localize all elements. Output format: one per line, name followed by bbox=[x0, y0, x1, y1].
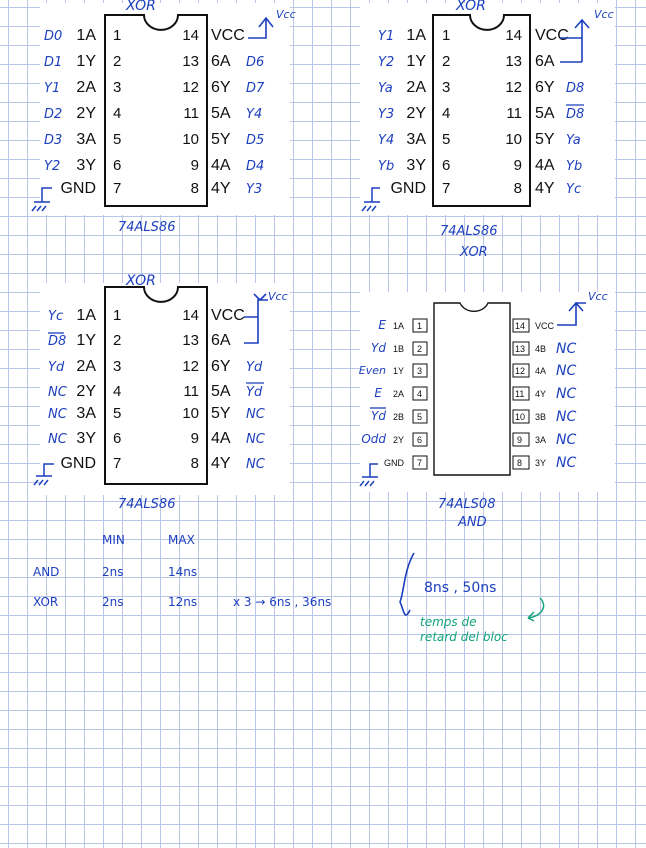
chip-4-pin-7-name: GND bbox=[384, 458, 404, 468]
chip-1-pin-12-name: 6Y bbox=[211, 79, 231, 96]
timing-note-line-1: temps de bbox=[420, 615, 477, 629]
chip-4-pin-5-num: 5 bbox=[417, 412, 423, 422]
chip-4-pin-9-name: 3A bbox=[535, 435, 547, 445]
chip-1-pin-3-name: 2A bbox=[76, 79, 96, 96]
chip-4-pin-5-name: 2B bbox=[392, 412, 404, 422]
chip-4-pin-13-name: 4B bbox=[535, 344, 547, 354]
chip-1-pin-14-name: VCC bbox=[211, 27, 245, 44]
chip-4-pin-10-num: 10 bbox=[515, 412, 526, 422]
chip-1-signal-pin-13: D6 bbox=[246, 55, 265, 70]
chip-2-pin-1-num: 1 bbox=[442, 27, 451, 44]
chip-4-pin-8-num: 8 bbox=[517, 458, 523, 468]
timing-row-and-max: 14ns bbox=[168, 565, 198, 579]
chip-3-pin-1-name: 1A bbox=[76, 307, 96, 324]
chip-4-pin-3-num: 3 bbox=[417, 366, 423, 376]
chip-2-vcc-note: Vcc bbox=[594, 8, 614, 21]
chip-3-pin-10-name: 5Y bbox=[211, 405, 231, 422]
chip-3-signal-pin-3: Yd bbox=[48, 360, 65, 375]
chip-1-pin-3-num: 3 bbox=[113, 79, 122, 96]
chip-1-pin-6-num: 6 bbox=[113, 157, 122, 174]
chip-1-pin-8-name: 4Y bbox=[211, 180, 231, 197]
chip-1-pin-13-name: 6A bbox=[211, 53, 231, 70]
chip-3-signal-pin-11: Yd bbox=[246, 385, 263, 400]
chip-2-signal-pin-9: Yb bbox=[566, 159, 583, 174]
chip-4-pin-6-num: 6 bbox=[417, 435, 423, 445]
chip-3-signal-pin-5: NC bbox=[48, 407, 67, 422]
chip-3-pin-6-name: 3Y bbox=[76, 430, 96, 447]
chip-3-pin-10-num: 10 bbox=[182, 405, 199, 422]
chip-2-signal-pin-8: Yc bbox=[566, 182, 582, 197]
chip-1-pin-10-num: 10 bbox=[182, 131, 199, 148]
chip-2-pin-3-num: 3 bbox=[442, 79, 451, 96]
chip-4-pin-12-name: 4A bbox=[535, 366, 547, 376]
timing-row-and-min: 2ns bbox=[102, 565, 124, 579]
chip-2-pin-12-name: 6Y bbox=[535, 79, 555, 96]
chip-4-pin-9-num: 9 bbox=[517, 435, 523, 445]
chip-4-pin-6-name: 2Y bbox=[392, 435, 404, 445]
chip-4-vcc-note: Vcc bbox=[588, 290, 608, 303]
chip-2-signal-pin-6: Yb bbox=[378, 159, 395, 174]
chip-2-pin-10-name: 5Y bbox=[535, 131, 555, 148]
chip-2-pin-13-name: 6A bbox=[535, 53, 555, 70]
chip-4-signal-pin-8: NC bbox=[556, 455, 577, 471]
chip-4-signal-pin-3: Even bbox=[358, 364, 386, 377]
chip-4-pin-8-name: 3Y bbox=[535, 458, 547, 468]
chip-3-pin-4-num: 4 bbox=[113, 383, 122, 400]
chip-2-pin-2-num: 2 bbox=[442, 53, 451, 70]
chip-1-signal-pin-1: D0 bbox=[44, 29, 63, 44]
chip-1-header: XOR bbox=[126, 0, 156, 14]
chip-4-signal-pin-5: Yd bbox=[371, 409, 386, 423]
chip-3-pin-14-name: VCC bbox=[211, 307, 245, 324]
chip-1-pin-9-num: 9 bbox=[190, 157, 199, 174]
chip-3-vcc-note: Vcc bbox=[268, 290, 288, 303]
chip-4-signal-pin-12: NC bbox=[556, 363, 577, 379]
chip-2-part: 74ALS86 bbox=[440, 224, 498, 239]
chip-4-pin-4-num: 4 bbox=[417, 389, 423, 399]
chip-1-pin-7-name: GND bbox=[60, 180, 96, 197]
chip-3-pin-13-num: 13 bbox=[182, 332, 199, 349]
timing-total: 8ns , 50ns bbox=[424, 580, 497, 596]
chip-2-signal-pin-10: Ya bbox=[566, 133, 581, 148]
chip-2-signal-pin-12: D8 bbox=[566, 81, 585, 96]
chip-2-pin-10-num: 10 bbox=[505, 131, 522, 148]
chip-3-signal-pin-2: D8 bbox=[48, 334, 67, 349]
chip-4-pin-3-name: 1Y bbox=[392, 366, 404, 376]
chip-2-header: XOR bbox=[456, 0, 486, 14]
chip-4-pin-14-name: VCC bbox=[535, 321, 555, 331]
chip-2-signal-pin-11: D8 bbox=[566, 107, 585, 122]
chip-3-pin-3-name: 2A bbox=[76, 358, 96, 375]
chip-3-header: XOR bbox=[126, 273, 156, 289]
chip-1-pin-4-name: 2Y bbox=[76, 105, 96, 122]
chip-4-footer: AND bbox=[458, 515, 487, 530]
chip-1-pin-11-name: 5A bbox=[211, 105, 231, 122]
chip-3-pin-2-name: 1Y bbox=[76, 332, 96, 349]
chip-1-signal-pin-9: D4 bbox=[246, 159, 265, 174]
chip-4-pin-7-num: 7 bbox=[417, 458, 423, 468]
chip-2-pin-2-name: 1Y bbox=[406, 53, 426, 70]
chip-1-signal-pin-6: Y2 bbox=[44, 159, 61, 174]
chip-2-pin-9-name: 4A bbox=[535, 157, 555, 174]
chip-3-pin-13-name: 6A bbox=[211, 332, 231, 349]
chip-1-pin-11-num: 11 bbox=[183, 105, 199, 122]
chip-1-signal-pin-8: Y3 bbox=[246, 182, 263, 197]
chip-3-pin-2-num: 2 bbox=[113, 332, 122, 349]
chip-2-signal-pin-1: Y1 bbox=[378, 29, 395, 44]
chip-4-signal-pin-6: Odd bbox=[361, 432, 386, 446]
chip-3-pin-7-name: GND bbox=[60, 455, 96, 472]
chip-3-pin-5-name: 3A bbox=[76, 405, 96, 422]
chip-1-signal-pin-5: D3 bbox=[44, 133, 63, 148]
chip-4-pin-1-num: 1 bbox=[417, 321, 423, 331]
chip-1-signal-pin-3: Y1 bbox=[44, 81, 61, 96]
chip-3-pin-4-name: 2Y bbox=[76, 383, 96, 400]
chip-2-signal-pin-4: Y3 bbox=[378, 107, 395, 122]
chip-2-pin-12-num: 12 bbox=[505, 79, 522, 96]
chip-2-pin-5-name: 3A bbox=[406, 131, 426, 148]
chip-2-pin-4-num: 4 bbox=[442, 105, 451, 122]
chip-1-pin-1-num: 1 bbox=[113, 27, 122, 44]
chip-2-signal-pin-5: Y4 bbox=[378, 133, 395, 148]
chip-2-pin-7-name: GND bbox=[390, 180, 426, 197]
timing-row-xor-gate: XOR bbox=[33, 595, 59, 609]
chip-2-pin-14-num: 14 bbox=[505, 27, 522, 44]
timing-note-arrow bbox=[528, 598, 544, 621]
chip-2-pin-11-num: 11 bbox=[506, 105, 522, 122]
chip-1-pin-7-num: 7 bbox=[113, 180, 122, 197]
chip-4-signal-pin-13: NC bbox=[556, 341, 577, 357]
chip-2-pin-8-num: 8 bbox=[513, 180, 522, 197]
chip-3-signal-pin-1: Yc bbox=[48, 309, 64, 324]
chip-3-pin-11-name: 5A bbox=[211, 383, 231, 400]
chip-3-pin-11-num: 11 bbox=[183, 383, 199, 400]
chip-4-pin-2-num: 2 bbox=[417, 344, 423, 354]
chip-4-pin-2-name: 1B bbox=[392, 344, 404, 354]
chip-4-pin-11-num: 11 bbox=[515, 389, 525, 399]
chip-1-signal-pin-2: D1 bbox=[44, 55, 63, 70]
chip-3-pin-7-num: 7 bbox=[113, 455, 122, 472]
chip-3-signal-pin-4: NC bbox=[48, 385, 67, 400]
chip-4-signal-pin-1: E bbox=[378, 318, 386, 332]
timing-brace bbox=[400, 553, 414, 615]
timing-col-min: MIN bbox=[102, 533, 125, 547]
chip-3-pin-9-name: 4A bbox=[211, 430, 231, 447]
chip-1-part: 74ALS86 bbox=[118, 220, 176, 235]
chip-1-pin-13-num: 13 bbox=[182, 53, 199, 70]
timing-col-max: MAX bbox=[168, 533, 195, 547]
chip-3-pin-8-num: 8 bbox=[190, 455, 199, 472]
chip-2-pin-13-num: 13 bbox=[505, 53, 522, 70]
chip-2-pin-5-num: 5 bbox=[442, 131, 451, 148]
chip-1-pin-4-num: 4 bbox=[113, 105, 122, 122]
chip-2-pin-7-num: 7 bbox=[442, 180, 451, 197]
chip-1-pin-9-name: 4A bbox=[211, 157, 231, 174]
chip-1-vcc-note: Vcc bbox=[276, 8, 296, 21]
chip-3-signal-pin-8: NC bbox=[246, 457, 265, 472]
chip-3-pin-9-num: 9 bbox=[190, 430, 199, 447]
timing-xor-calculation: x 3 → 6ns , 36ns bbox=[233, 595, 332, 609]
chip-3-signal-pin-6: NC bbox=[48, 432, 67, 447]
chip-2-pin-6-num: 6 bbox=[442, 157, 451, 174]
chip-4-pin-1-name: 1A bbox=[392, 321, 404, 331]
chip-1-pin-2-name: 1Y bbox=[76, 53, 96, 70]
chip-4-pin-14-num: 14 bbox=[515, 321, 526, 331]
chip-2-pin-11-name: 5A bbox=[535, 105, 555, 122]
chip-1-signal-pin-12: D7 bbox=[246, 81, 265, 96]
chip-4-signal-pin-2: Yd bbox=[371, 341, 386, 355]
chip-4-signal-pin-10: NC bbox=[556, 409, 577, 425]
chip-1-pin-5-num: 5 bbox=[113, 131, 122, 148]
chip-3-signal-pin-12: Yd bbox=[246, 360, 263, 375]
chip-1-pin-1-name: 1A bbox=[76, 27, 96, 44]
timing-table bbox=[33, 533, 544, 644]
timing-row-xor-min: 2ns bbox=[102, 595, 124, 609]
chip-3-pin-12-name: 6Y bbox=[211, 358, 231, 375]
chip-4-part: 74ALS08 bbox=[438, 497, 496, 512]
chip-2-pin-9-num: 9 bbox=[513, 157, 522, 174]
chip-2-pin-4-name: 2Y bbox=[406, 105, 426, 122]
chip-2-signal-pin-3: Ya bbox=[378, 81, 393, 96]
chip-1-signal-pin-11: Y4 bbox=[246, 107, 263, 122]
chip-2-pin-1-name: 1A bbox=[406, 27, 426, 44]
timing-row-xor-max: 12ns bbox=[168, 595, 198, 609]
chip-3-pin-8-name: 4Y bbox=[211, 455, 231, 472]
chip-3-signal-pin-10: NC bbox=[246, 407, 265, 422]
chip-3-part: 74ALS86 bbox=[118, 497, 176, 512]
chip-3-pin-12-num: 12 bbox=[182, 358, 199, 375]
chip-3-pin-1-num: 1 bbox=[113, 307, 122, 324]
chip-4-pin-13-num: 13 bbox=[515, 344, 526, 354]
chip-2-pin-8-name: 4Y bbox=[535, 180, 555, 197]
chip-1-pin-10-name: 5Y bbox=[211, 131, 231, 148]
chip-3-signal-pin-9: NC bbox=[246, 432, 265, 447]
chip-1-pin-14-num: 14 bbox=[182, 27, 199, 44]
chip-1-pin-8-num: 8 bbox=[190, 180, 199, 197]
chip-4-signal-pin-11: NC bbox=[556, 386, 577, 402]
chip-4-pin-4-name: 2A bbox=[392, 389, 404, 399]
chip-3-pin-5-num: 5 bbox=[113, 405, 122, 422]
chip-1-signal-pin-4: D2 bbox=[44, 107, 63, 122]
chip-4-signal-pin-4: E bbox=[374, 386, 382, 400]
chip-1-pin-5-name: 3A bbox=[76, 131, 96, 148]
chip-2-pin-6-name: 3Y bbox=[406, 157, 426, 174]
chip-3-pin-14-num: 14 bbox=[182, 307, 199, 324]
chip-1-pin-6-name: 3Y bbox=[76, 157, 96, 174]
chip-2-footer: XOR bbox=[460, 245, 488, 260]
chip-2-signal-pin-2: Y2 bbox=[378, 55, 395, 70]
chip-4-pin-11-name: 4Y bbox=[535, 389, 547, 399]
chip-1-pin-2-num: 2 bbox=[113, 53, 122, 70]
timing-note-line-2: retard del bloc bbox=[420, 630, 508, 644]
chip-2-pin-14-name: VCC bbox=[535, 27, 569, 44]
chip-4-signal-pin-9: NC bbox=[556, 432, 577, 448]
chip-4-pin-12-num: 12 bbox=[515, 366, 526, 376]
chip-1-signal-pin-10: D5 bbox=[246, 133, 265, 148]
chip-3-pin-6-num: 6 bbox=[113, 430, 122, 447]
timing-row-and-gate: AND bbox=[33, 565, 60, 579]
chip-1-pin-12-num: 12 bbox=[182, 79, 199, 96]
chip-3-pin-3-num: 3 bbox=[113, 358, 122, 375]
chip-4-pin-10-name: 3B bbox=[535, 412, 547, 422]
chip-2-pin-3-name: 2A bbox=[406, 79, 426, 96]
